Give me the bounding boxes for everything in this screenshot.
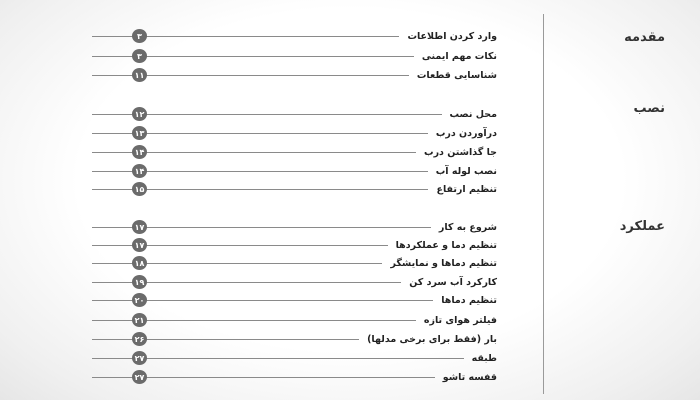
toc-entry[interactable] (92, 331, 497, 347)
toc-entry[interactable] (92, 350, 497, 366)
page-number-badge: ۲۷ (132, 351, 147, 365)
toc-entry-label: تنظیم ارتفاع (436, 183, 497, 195)
page-number-badge: ۲۷ (132, 370, 147, 384)
toc-entry[interactable] (92, 125, 497, 141)
page-number-badge: ۱۷ (132, 238, 147, 252)
page-number-badge: ۲۶ (132, 332, 147, 346)
column-divider (543, 14, 544, 394)
toc-entry-label: فیلتر هوای تازه (423, 314, 497, 326)
toc-entry[interactable] (92, 219, 497, 235)
section-title-installation: نصب (633, 101, 665, 116)
toc-entry-label: شروع به کار (438, 221, 497, 233)
page-number-badge: ۲۰ (132, 293, 147, 307)
toc-entry[interactable] (92, 369, 497, 385)
page-number-badge: ۱۲ (132, 107, 147, 121)
toc-entry-label: جا گذاشتن درب (424, 146, 497, 158)
toc-entry[interactable] (92, 274, 497, 290)
page-number-badge: ۱۳ (132, 126, 147, 140)
toc-entry[interactable] (92, 144, 497, 160)
toc-entry[interactable] (92, 106, 497, 122)
toc-entry[interactable] (92, 255, 497, 271)
toc-entry[interactable] (92, 312, 497, 328)
toc-entry-label: نکات مهم ایمنی (421, 50, 497, 62)
page-number-badge: ۱۸ (132, 256, 147, 270)
page-number-badge: ۳ (132, 49, 147, 63)
page-number-badge: ۲۱ (132, 313, 147, 327)
toc-entry-label: شناسایی قطعات (416, 69, 497, 81)
page-number-badge: ۱۹ (132, 275, 147, 289)
toc-entry-label: محل نصب (449, 108, 497, 120)
toc-entry-label: وارد کردن اطلاعات (407, 30, 497, 42)
toc-entry-label: طبقه (471, 352, 497, 364)
toc-entry[interactable] (92, 67, 497, 83)
toc-entry[interactable] (92, 181, 497, 197)
toc-entry-label: تنظیم دماها و نمایشگر (390, 257, 497, 269)
toc-entry[interactable] (92, 292, 497, 308)
toc-entry[interactable] (92, 28, 497, 44)
toc-entry-label: بار (فقط برای برخی مدلها) (367, 333, 497, 345)
toc-entry-label: قفسه تاشو (442, 371, 497, 383)
toc-entry-label: درآوردن درب (435, 127, 497, 139)
page-number-badge: ۱۴ (132, 164, 147, 178)
page-number-badge: ۳ (132, 29, 147, 43)
page-number-badge: ۱۷ (132, 220, 147, 234)
page-number-badge: ۱۱ (132, 68, 147, 82)
page-number-badge: ۱۴ (132, 145, 147, 159)
toc-entry-label: تنظیم دماها (441, 294, 497, 306)
section-title-operation: عملکرد (619, 219, 665, 234)
leader-line (92, 358, 464, 359)
toc-entry-label: تنظیم دما و عملکردها (395, 239, 497, 251)
toc-entry[interactable] (92, 48, 497, 64)
toc-entry[interactable] (92, 163, 497, 179)
toc-entry-label: نصب لوله آب (435, 165, 497, 177)
toc-entry-label: کارکرد آب سرد کن (409, 276, 497, 288)
section-title-intro: مقدمه (624, 30, 665, 45)
toc-entry[interactable] (92, 237, 497, 253)
page-number-badge: ۱۵ (132, 182, 147, 196)
